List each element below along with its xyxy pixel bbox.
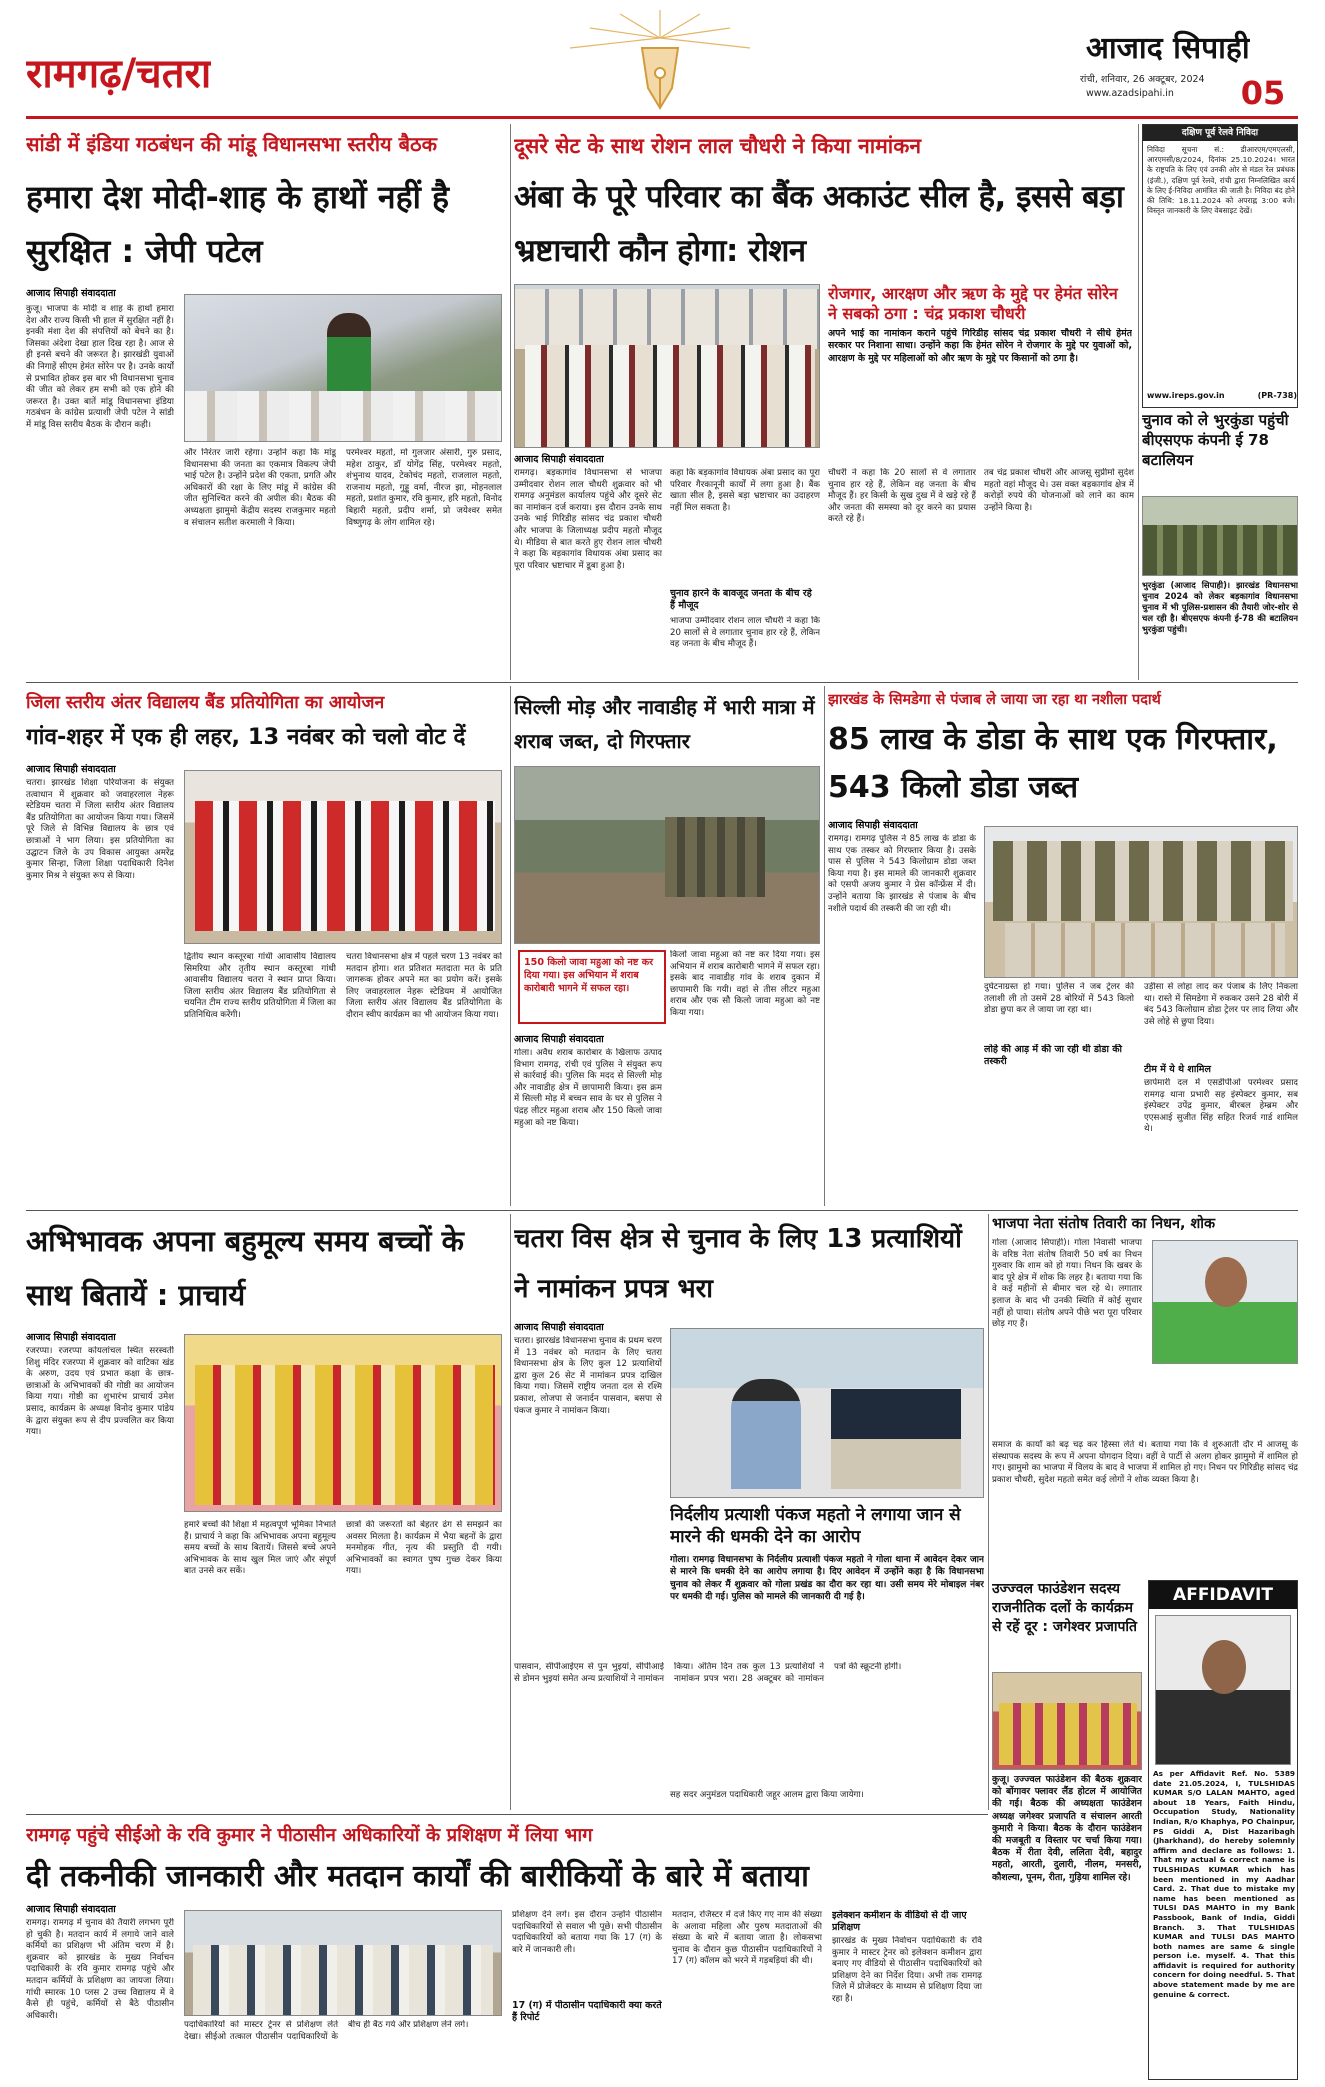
page-number: 05 bbox=[1240, 74, 1286, 112]
rojgar-col1: चौधरी ने कहा कि 20 सालों से वे लगातार चुनाव हार रहे हैं, लेकिन वह जनता के बीच मौजूद हैं। हर किसी के सुख दुख में वे खड़े रहे हैं और जनता की समस्या को दूर करने का प्रयास करते रहे हैं। bbox=[828, 468, 976, 525]
byline: आजाद सिपाही संवाददाता bbox=[828, 820, 918, 831]
rojgar-lead: अपने भाई का नामांकन कराने पहुंचे गिरिडीह सांसद चंद्र प्रकाश चौधरी ने सीधे हेमंत सरकार पर निशाना साधा। उन्होंने कहा कि हेमंत सोरेन ने रोजगार के मुद्दे पर युवाओं को, आरक्षण के मुद्दे पर महिलाओं को और ऋण के मुद्दे पर किसानों को ठगा है। bbox=[828, 328, 1132, 364]
body-col1: रामगढ़। बड़कागांव विधानसभा से भाजपा उम्मीदवार रोशन लाल चौधरी शुक्रवार को भी रामगढ़ अनुमंडल कार्यालय पहुंचे और दूसरे सेट का नामांकन दर्ज कराया। इस दौरान उनके साथ उनके भाई गिरिडीह सांसद चंद्र प्रकाश चौधरी और भाजपा के जिलाध्यक्ष प्रदीप महतो मौजूद थे। मीडिया से बात करते हुए रोशन लाल चौधरी ने कहा कि बड़कागांव विधायक अंबा प्रसाद का पूरा परिवार भ्रष्टाचार में डूबा हुआ है। bbox=[514, 468, 662, 571]
headline: गांव-शहर में एक ही लहर, 13 नवंबर को चलो वोट दें bbox=[26, 724, 466, 750]
byline: आजाद सिपाही संवाददाता bbox=[26, 1904, 116, 1915]
headline: उज्ज्वल फाउंडेशन सदस्य राजनीतिक दलों के कार्यक्रम से रहें दूर : जगेश्वर प्रजापति bbox=[992, 1581, 1138, 1635]
story-chatra bbox=[514, 1214, 984, 1812]
kicker: रामगढ़ पहुंचे सीईओ के रवि कुमार ने पीठासीन अधिकारियों के प्रशिक्षण में लिया भाग bbox=[26, 1825, 593, 1846]
subhead2: इलेक्शन कमीशन के वीडियो से दी जाए प्रशिक्षण bbox=[832, 1910, 967, 1933]
footer-line: सह सदर अनुमंडल पदाधिकारी जहूर आलम द्वारा किया जायेगा। bbox=[670, 1790, 864, 1800]
column-divider bbox=[988, 1214, 989, 1810]
performers bbox=[195, 1365, 495, 1505]
row-divider bbox=[26, 1814, 988, 1815]
body-col4: झारखंड के मुख्य निर्वाचन पदाधिकारी के रवि कुमार ने मास्टर ट्रेनर को इलेक्शन कमीशन द्वारा बनाए गए वीडियो से पीठासीन पदाधिकारियों को प्रशिक्षण देने का निर्देश दिया। अभी तक रामगढ़ जिले में प्रोजेक्टर के माध्यम से प्रशिक्षण दिया जा रहा है। bbox=[832, 1936, 982, 2004]
headline: दी तकनीकी जानकारी और मतदान कार्यों की बारीकियों के बारे में बताया bbox=[26, 1859, 809, 1894]
byline: आजाद सिपाही संवाददाता bbox=[26, 764, 116, 775]
body-col3b: छापेमारी दल में एसडीपीओ परमेश्वर प्रसाद रामगढ़ थाना प्रभारी सह इंस्पेक्टर कुमार, सब इंस्पेक्टर उपेंद्र कुमार, बीरबल हेम्ब्रम और एएसआई सुजीत सिंह सहित रिजर्व गार्ड शामिल थे। bbox=[1144, 1078, 1298, 1135]
seizure-photo bbox=[984, 826, 1298, 978]
drummers bbox=[195, 801, 495, 931]
kicker: झारखंड के सिमडेगा से पंजाब ले जाया जा रहा था नशीला पदार्थ bbox=[828, 692, 1161, 708]
masthead-rule bbox=[26, 116, 1298, 119]
body-col1: गोला (आजाद सिपाही)। गोला निवासी भाजपा के वरिष्ठ नेता संतोष तिवारी 50 वर्ष का निधन गुरुवार कि शाम को हो गया। निधन कि खबर के बाद पूरे क्षेत्र में शोक कि लहर है। बताया गया कि वे कई महीनों से बीमार चल रहे थे। लगातार इलाज के बाद भी उनकी स्थिति में कोई सुधार नहीं हो पाया। संतोष अपने पीछे भरा पूरा परिवार छोड़ गए हैं। bbox=[992, 1238, 1142, 1330]
body-col1: रजरप्पा। रजरप्पा कोयलांचल स्थित सरस्वती शिशु मंदिर रजरप्पा में शुक्रवार को वाटिका खंड के अरुण, उदय एवं प्रभात कक्षा के छात्र-छात्राओं के अभिभावकों की गोष्ठी का आयोजन किया गया। गोष्ठी का शुभारंभ प्राचार्य उमेश प्रसाद, कार्यक्रम के अध्यक्ष विनोद कुमार पांडेय के द्वारा संयुक्त रूप से दीप प्रज्वलित कर किया गया। bbox=[26, 1346, 174, 1438]
band-photo bbox=[184, 770, 502, 944]
applicant-head bbox=[1202, 1640, 1246, 1694]
subhead: लोहे की आड़ में की जा रही थी डोडा की तस्करी bbox=[984, 1044, 1122, 1067]
seated-crowd bbox=[185, 391, 502, 442]
rojgar-col2: तब चंद्र प्रकाश चौधरी और आजसू सुप्रीमो सुदेश महतो वहां मौजूद थे। उस वक्त बड़कागांव क्षेत्र में करोड़ों रुपये की योजनाओं को लाने का काम उन्होंने किया है। bbox=[984, 468, 1134, 513]
subhead: चुनाव हारने के बावजूद जनता के बीच रहे हैं मौजूद bbox=[670, 588, 812, 611]
body-col3: प्रशिक्षण देने लगे। इस दौरान उन्होंने पीठासीन पदाधिकारियों से सवाल भी पूछे। सभी पीठासीन पदाधिकारियों को बताया गया कि 17 (ग) के बारे में जानकारी ली। bbox=[512, 1910, 662, 1955]
body-col3: चतरा विधानसभा क्षेत्र में पहले चरण 13 नवंबर को मतदान होगा। शत प्रतिशत मतदाता मत के प्रति जागरूक होकर अपने मत का प्रयोग करें। इसके लिए जवाहरलाल नेहरू स्टेडियम में आयोजित जिला स्तरीय अंतर विद्यालय बैंड प्रतियोगिता के दौरान स्वीप कार्यक्रम का भी आयोजन किया गया। bbox=[346, 952, 502, 1020]
pankaj-headline: निर्दलीय प्रत्याशी पंकज महतो ने लगाया जान से मारने की धमकी देने का आरोप bbox=[670, 1505, 961, 1547]
rojgar-headline: रोजगार, आरक्षण और ऋण के मुद्दे पर हेमंत सोरेन ने सबको ठगा : चंद्र प्रकाश चौधरी bbox=[828, 284, 1118, 323]
column-divider bbox=[510, 1214, 511, 1810]
headline: अंबा के पूरे परिवार का बैंक अकाउंट सील है, इससे बड़ा भ्रष्टाचारी कौन होगा: रोशन bbox=[514, 179, 1124, 269]
body-col2: समाज के कार्यों को बढ़ चढ़ कर हिस्सा लेते थे। बताया गया कि वे शुरुआती दौर में आजसू के संस्थापक सदस्य के रूप में अपना योगदान दिया। वहीं वे पार्टी से अलग होकर झामुमो में शामिल हो गए। झामुमो का भाजपा में विलय के बाद वे भाजपा में शामिल हो गए। निधन पर गिरिडीह सांसद चंद्र प्रकाश चौधरी, सुदेश महतो समेत कई लोगों ने शोक व्यक्त किया है। bbox=[992, 1440, 1298, 1485]
headline: 85 लाख के डोडा के साथ एक गिरफ्तार, 543 किलो डोडा जब्त bbox=[828, 722, 1278, 805]
caption: 150 किलो जावा महुआ को नष्ट कर दिया गया। इस अभियान में शराब कारोबारी भागने में सफल रहा। bbox=[524, 957, 654, 994]
column-divider bbox=[510, 124, 511, 680]
body-col1: रामगढ़। रामगढ़ पुलिस ने 85 लाख के डोडा के साथ एक तस्कर को गिरफ्तार किया है। उसके पास से पुलिस ने 543 किलोग्राम डोडा जब्त किया गया है। इस मामले की जानकारी शुक्रवार को एसपी अजय कुमार ने प्रेस कॉन्फ्रेंस में दी। उन्होंने बताया कि झारखंड से पंजाब के बीच नशीले पदार्थ की तस्करी की जा रही थी। bbox=[828, 834, 976, 914]
body-col3: छात्रों की जरूरतों को बेहतर ढंग से समझने का अवसर मिलता है। कार्यक्रम में भैया बहनों के द्वारा मनमोहक गीत, नृत्य की प्रस्तुति दी गयी। अभिभावकों का स्वागत पुष्प गुच्छ देकर किया गया। bbox=[346, 1520, 502, 1577]
nomination-photo bbox=[514, 284, 820, 448]
foundation-photo bbox=[992, 1672, 1142, 1770]
computer-desk bbox=[831, 1389, 961, 1489]
headline: चतरा विस क्षेत्र से चुनाव के लिए 13 प्रत्याशियों ने नामांकन प्रपत्र भरा bbox=[514, 1224, 962, 1304]
body-col1: रामगढ़। रामगढ़ में चुनाव की तैयारी लगभग पूरी हो चुकी है। मतदान कार्य में लगाये जाने वाले कर्मियों का प्रशिक्षण भी अंतिम चरण में है। शुक्रवार को झारखंड के मुख्य निर्वाचन पदाधिकारी के रवि कुमार रामगढ़ पहुंचे और मतदान कर्मियों के प्रशिक्षण का जायजा लिया। गांधी स्मारक 10 प्लस 2 उच्च विद्यालय में वे कैसे ही पहुंचे, कर्मियों से बैठे पीठासीन अधिकारी। bbox=[26, 1918, 174, 2021]
body-col2: कहा कि बड़कागांव विधायक अंबा प्रसाद का पूरा परिवार गैरकानूनी कार्यों में लगा हुआ है। बैंक खाता सील है, इससे बड़ा भ्रष्टाचार का उदाहरण नहीं मिल सकता है। bbox=[670, 468, 820, 513]
portrait-photo bbox=[1152, 1240, 1298, 1364]
headline: सिल्ली मोड़ और नावाडीह में भारी मात्रा में शराब जब्त, दो गिरफ्तार bbox=[514, 695, 815, 753]
body-col3b: मतदान, रजिस्टर में दर्ज किए गए नाम की संख्या के अलावा महिला और पुरुष मतदाताओं की संख्या के बारे में बताया जाता है। लोकसभा चुनाव के दौरान कुछ पीठासीन पदाधिकारियों ने 17 (ग) कॉलम को भरने में गड़बड़ियां की थी। bbox=[672, 1910, 822, 1967]
byline: आजाद सिपाही संवाददाता bbox=[514, 1322, 604, 1333]
caption: भुरकुंडा (आजाद सिपाही)। झारखंड विधानसभा चुनाव 2024 को लेकर बड़कागांव विधानसभा चुनाव में भी पुलिस-प्रशासन की तैयारी जोर-शोर से चल रही है। बीएसएफ कंपनी ई-78 की बटालियन भुरकुंडा पहुंची। bbox=[1142, 580, 1298, 634]
story-ceo bbox=[26, 1818, 984, 2080]
officer-figure bbox=[731, 1379, 801, 1489]
caption: कुजू। उज्ज्वल फाउंडेशन की बैठक शुक्रवार को बोंगावर फ्लावर लैंड होटल में आयोजित की गई। बैठक की अध्यक्षता फाउंडेशन अध्यक्ष जगेश्वर प्रजापति व संचालन आरती कुमारी ने किया। बैठक के दौरान फाउंडेशन की मजबूती व विस्तार पर चर्चा किया गया। बैठक में रीता देवी, ललिता देवी, बहादुर महतो, आरती, दुलारी, नीलम, मनसरी, कौशल्या, पूनम, रीता, गुड़िया शामिल रहे। bbox=[992, 1774, 1142, 1883]
body-col1: चतरा। झारखंड विधानसभा चुनाव के प्रथम चरण में 13 नवंबर को मतदान के लिए चतरा विधानसभा क्षेत्र के लिए कुल 12 प्रत्याशियों द्वारा कुल 26 सेट में नामांकन प्रपत्र दाखिल किया गया। जिसमें राष्ट्रीय जनता दल से रश्मि प्रकाश, लोजपा से जनार्दन पासवान, बसपा से पंकज कुमार ने नामांकन किया। bbox=[514, 1336, 662, 1416]
students-photo bbox=[184, 1334, 502, 1512]
body-col2: और निरंतर जारी रहेगा। उन्होंने कहा कि मांडू विधानसभा की जनता का एकमात्र विकल्प जेपी भाई पटेल है। उन्होंने प्रदेश की एकता, प्रगति और अधिकारों की रक्षा के लिए मांडू में कांग्रेस की जीत सुनिश्चित करने की अपील की। बैठक की अध्यक्षता झामुमो केंद्रीय सदस्य राजकुमार महतो व संचालन सतीश करमाली ने किया। bbox=[184, 448, 336, 528]
railway-text: निविदा सूचना सं.: डीआरएम/एमएलसी, आरएमसी/8/2024, दिनांक 25.10.2024। भारत के राष्ट्रपति के लिए एवं उनकी ओर से मंडल रेल प्रबंधक (इंजी.), दक्षिण पूर्व रेलवे, रांची द्वारा निम्नलिखित कार्य के लिए ई-निविदा आमंत्रित की जाती है। निविदा बंद होने की तिथि: 18.11.2024 को अपराह्न 3:00 बजे। विस्तृत जानकारी के लिए वेबसाइट देखें। bbox=[1147, 145, 1295, 216]
section-title: रामगढ़/चतरा bbox=[26, 51, 212, 97]
railway-tender bbox=[1142, 124, 1298, 408]
story-ujjwal bbox=[992, 1580, 1142, 2080]
applicant-photo bbox=[1155, 1615, 1291, 1765]
soldiers bbox=[1143, 525, 1298, 576]
masthead bbox=[0, 0, 1325, 118]
caption-box bbox=[518, 950, 666, 1024]
column-divider bbox=[824, 686, 825, 1206]
rojgar-box bbox=[824, 280, 1134, 454]
column-divider bbox=[1138, 124, 1139, 680]
policemen bbox=[665, 817, 765, 897]
body-col1: गोला। अवैध शराब कारोबार के खिलाफ उत्पाद विभाग रामगढ़, रांची एवं पुलिस ने संयुक्त रूप से कार्रवाई की। पुलिस कि मदद से सिल्ली मोड़ और नावाडीह क्षेत्र में छापामारी किया। इस क्रम में सिल्ली मोड़ में बच्चन साव के घर से पुलिस ने पंद्रह लीटर महुआ शराब और 150 किलो जावा महुआ को नष्ट किया। bbox=[514, 1048, 662, 1128]
pen-nib-emblem-icon bbox=[560, 8, 760, 118]
body-col3: उड़ीसा से लोहा लाद कर पंजाब के लिए निकला था। रास्ते में सिमडेगा में रुककर उसने 28 बोरी में बंद 543 किलोग्राम डोडा ट्रेलर पर लाद लिया और उसे लोहे से छुपा दिया। bbox=[1144, 982, 1298, 1027]
police-officers bbox=[993, 841, 1293, 921]
trainees bbox=[193, 1945, 493, 2015]
building bbox=[515, 289, 820, 349]
members-group bbox=[999, 1703, 1137, 1765]
byline: आजाद सिपाही संवाददाता bbox=[514, 1034, 604, 1045]
headline: हमारा देश मोदी-शाह के हाथों नहीं है सुरक्षित : जेपी पटेल bbox=[26, 178, 450, 270]
kicker: दूसरे सेट के साथ रोशन लाल चौधरी ने किया नामांकन bbox=[514, 134, 922, 158]
body-col2: द्वितीय स्थान कस्तूरबा गांधी आवासीय विद्यालय सिमरिया और तृतीय स्थान कस्तूरबा गांधी आवासीय विद्यालय चतरा ने स्थान प्राप्त किया। जिला स्तरीय अंतर विद्यालय बैंड प्रतियोगिता से चयनित टीम राज्य स्तरीय प्रतियोगिता में जिला का प्रतिनिधित्व करेंगी। bbox=[184, 952, 336, 1020]
body-col1: कुजू। भाजपा के मोदी व शाह के हाथों हमारा देश और राज्य किसी भी हाल में सुरक्षित नहीं है। इनकी मंशा देश की संपत्तियों को बेचने का है। जिसका अंदेशा देखा हाल दिख रहा है। आज से ही इनसे बचने की जरूरत है। झारखंडी युवाओं की निगाहें सीएम हेमंत सोरेन पर है। उनके कार्यों से प्रभावित होकर इस बार भी विधानसभा चुनाव की जीत को लेकर हम सभी को एक होने की जरूरत है। उक्त बातें मांडू विधानसभा इंडिया गठबंधन के कांग्रेस प्रत्याशी जेपी पटेल ने सांडी में मांडू विस स्तरीय बैठक के दौरान कही। bbox=[26, 304, 174, 430]
subhead2: टीम में ये थे शामिल bbox=[1144, 1064, 1211, 1075]
kicker: जिला स्तरीय अंतर विद्यालय बैंड प्रतियोगिता का आयोजन bbox=[26, 693, 385, 713]
row-divider bbox=[26, 682, 1298, 683]
story-santosh bbox=[992, 1214, 1298, 1576]
website[interactable]: www.azadsipahi.in bbox=[1086, 88, 1174, 99]
newspaper-name: आजाद सिपाही bbox=[1086, 31, 1250, 66]
portrait-head bbox=[1205, 1257, 1247, 1307]
body-col2: दुर्घटनाग्रस्त हो गया। पुलिस ने जब ट्रेलर की तलाशी ली तो उसमें 28 बोरियों में 543 किलो डोडा छुपा कर ले जाया जा रहा था। bbox=[984, 982, 1134, 1016]
seized-sacks bbox=[1005, 923, 1285, 977]
byline: आजाद सिपाही संवाददाता bbox=[514, 454, 604, 465]
dateline: रांची, शनिवार, 26 अक्टूबर, 2024 bbox=[1080, 74, 1205, 85]
story-abhibhavak bbox=[26, 1214, 506, 1812]
body-col2: हमारे बच्चों की शिक्षा में महत्वपूर्ण भूमिका निभाते हैं। प्राचार्य ने कहा कि अभिभावक अपना बहुमूल्य समय बच्चों के साथ बितायें। जिससे बच्चे अपने अभिभावक के साथ खुल मिल जाएं और संपूर्ण बात उनसे कर सकें। bbox=[184, 1520, 336, 1577]
story-roshan bbox=[514, 122, 1134, 680]
training-photo bbox=[184, 1910, 502, 2016]
headline: अभिभावक अपना बहुमूल्य समय बच्चों के साथ बितायें : प्राचार्य bbox=[26, 1224, 464, 1312]
story-silli bbox=[514, 686, 820, 1208]
headline: भाजपा नेता संतोष तिवारी का निधन, शोक bbox=[992, 1216, 1216, 1232]
body-col1b: पासवान, सीपीआईएम से पुन भुइयां, सीपीआई से डोमन भुइयां समेत अन्य प्रत्याशियों ने नामांकन किया। अंतिम दिन तक कुल 13 प्रत्याशियों ने नामांकन प्रपत्र भरा। 28 अक्टूबर को नामांकन पत्रों की स्क्रूटनी होगी। bbox=[514, 1662, 902, 1684]
story-band bbox=[26, 686, 506, 1208]
office-photo bbox=[670, 1328, 984, 1498]
body-col2: किलो जावा महुआ को नष्ट कर दिया गया। इस अभियान में शराब कारोबारी भागने में सफल रहा। इसके बाद नावाडीह गांव के शराब दुकान में छापामारी कि गयी। वहां से तीस लीटर महुआ शराब और एक सौ किलो जावा महुआ को नष्ट किया गया। bbox=[670, 950, 820, 1018]
railway-website[interactable]: www.ireps.gov.in bbox=[1147, 391, 1225, 400]
story-doda bbox=[828, 686, 1298, 1208]
subhead: 17 (ग) में पीठासीन पदाधिकारी क्या करते हैं रिपोर्ट bbox=[512, 2000, 662, 2023]
affidavit-text: As per Affidavit Ref. No. 5389 date 21.05.2024, I, TULSHIDAS KUMAR S/O LALAN MAHTO, aged about 18 Years, Faith Hindu, Occupation Study, Nationality Indian, R/o Khaphya, PO Chainpur, PS Giddi A, Dist Hazaribagh (Jharkhand), do hereby solemnly affirm and declare as follows: 1. That my actual & correct name is TULSHIDAS KUMAR which has been mentioned in my Aadhar Card. 2. That due to mistake my name has been mentioned as TULSI DAS MAHTO in my Bank Passbook, Bank of India, Giddi Branch. 3. That TULSHIDAS KUMAR and TULSI DAS MAHTO both names are same & single person i.e. myself. 4. That this affidavit is required for authority concern for doing needful. 5. That above statement made by me are genuine & correct. bbox=[1153, 1769, 1295, 1999]
people-group bbox=[525, 345, 815, 448]
affidavit-box bbox=[1148, 1580, 1298, 2080]
affidavit-title: AFFIDAVIT bbox=[1149, 1581, 1297, 1609]
railway-code: (PR-738) bbox=[1257, 391, 1297, 400]
row-divider bbox=[26, 1210, 1298, 1211]
story-bandhan bbox=[26, 122, 506, 680]
railway-title: दक्षिण पूर्व रेलवे निविदा bbox=[1143, 125, 1297, 141]
meeting-photo bbox=[184, 294, 502, 442]
headline: चुनाव को ले भुरकुंडा पहुंची बीएसएफ कंपनी ई 78 बटालियन bbox=[1142, 411, 1289, 469]
byline: आजाद सिपाही संवाददाता bbox=[26, 1332, 116, 1343]
byline: आजाद सिपाही संवाददाता bbox=[26, 288, 116, 299]
body-col2: पदाधिकारियों को मास्टर ट्रेनर से प्रशिक्षण लेते देखा। सीईओ तत्काल पीठासीन पदाधिकारियों के बीच ही बैठ गये और प्रशिक्षण लेने लगे। bbox=[184, 2020, 469, 2042]
pankaj-text: गोला। रामगढ़ विधानसभा के निर्दलीय प्रत्याशी पंकज महतो ने गोला थाना में आवेदन देकर जान से मारने कि धमकी देने का आरोप लगाया है। दिए आवेदन में उन्होंने कहा है कि विधानसभा चुनाव को लेकर मैं शुक्रवार को गोला प्रखंड का दौरा कर रहा था। उसी समय मेरे मोबाइल नंबर पर धमकी दी गई। पुलिस को मामले की जानकारी दी गई है। bbox=[670, 1555, 984, 1602]
body-col3: परमेश्वर महतो, मो गुलजार अंसारी, गुरु प्रसाद, महेश ठाकुर, डॉ योगेंद्र सिंह, परमेश्वर महतो, शंभुनाथ यादव, टेकोचंद महतो, राजलाल महतो, राजनाथ महतो, गुड्डू वर्मा, नीरज झा, मोहनलाल महतो, प्रशांत कुमार, रवि कुमार, हरि महतो, विनोद बिहारी महतो, प्रदीप शर्मा, प्रो जयेश्वर समेत विष्णुगढ़ के लोग शामिल रहे। bbox=[346, 448, 502, 528]
body-col2b: भाजपा उम्मीदवार रोशन लाल चौधरी ने कहा कि 20 सालों से वे लगातार चुनाव हार रहे हैं, लेकिन वह जनता के बीच मौजूद हैं। bbox=[670, 616, 820, 650]
kicker: सांडी में इंडिया गठबंधन की मांडू विधानसभा स्तरीय बैठक bbox=[26, 132, 437, 156]
raid-photo bbox=[514, 766, 820, 944]
story-bsf bbox=[1142, 410, 1298, 680]
body-col1: चतरा। झारखंड शिक्षा परियोजना के संयुक्त तत्वाधान में शुक्रवार को जवाहरलाल नेहरू स्टेडियम चतरा में जिला स्तरीय अंतर विद्यालय बैंड प्रतियोगिता का आयोजन किया गया। जिसमें पूरे जिले से विभिन्न विद्यालय के छात्र एवं छात्राओं ने भाग लिया। इस प्रतियोगिता का उद्घाटन जिले के उप विकास आयुक्त अमरेंद्र कुमार सिन्हा, जिला शिक्षा पदाधिकारी दिनेश कुमार मिश्र ने संयुक्त रूप से किया। bbox=[26, 778, 174, 881]
column-divider bbox=[510, 686, 511, 1206]
bsf-photo bbox=[1142, 496, 1298, 576]
